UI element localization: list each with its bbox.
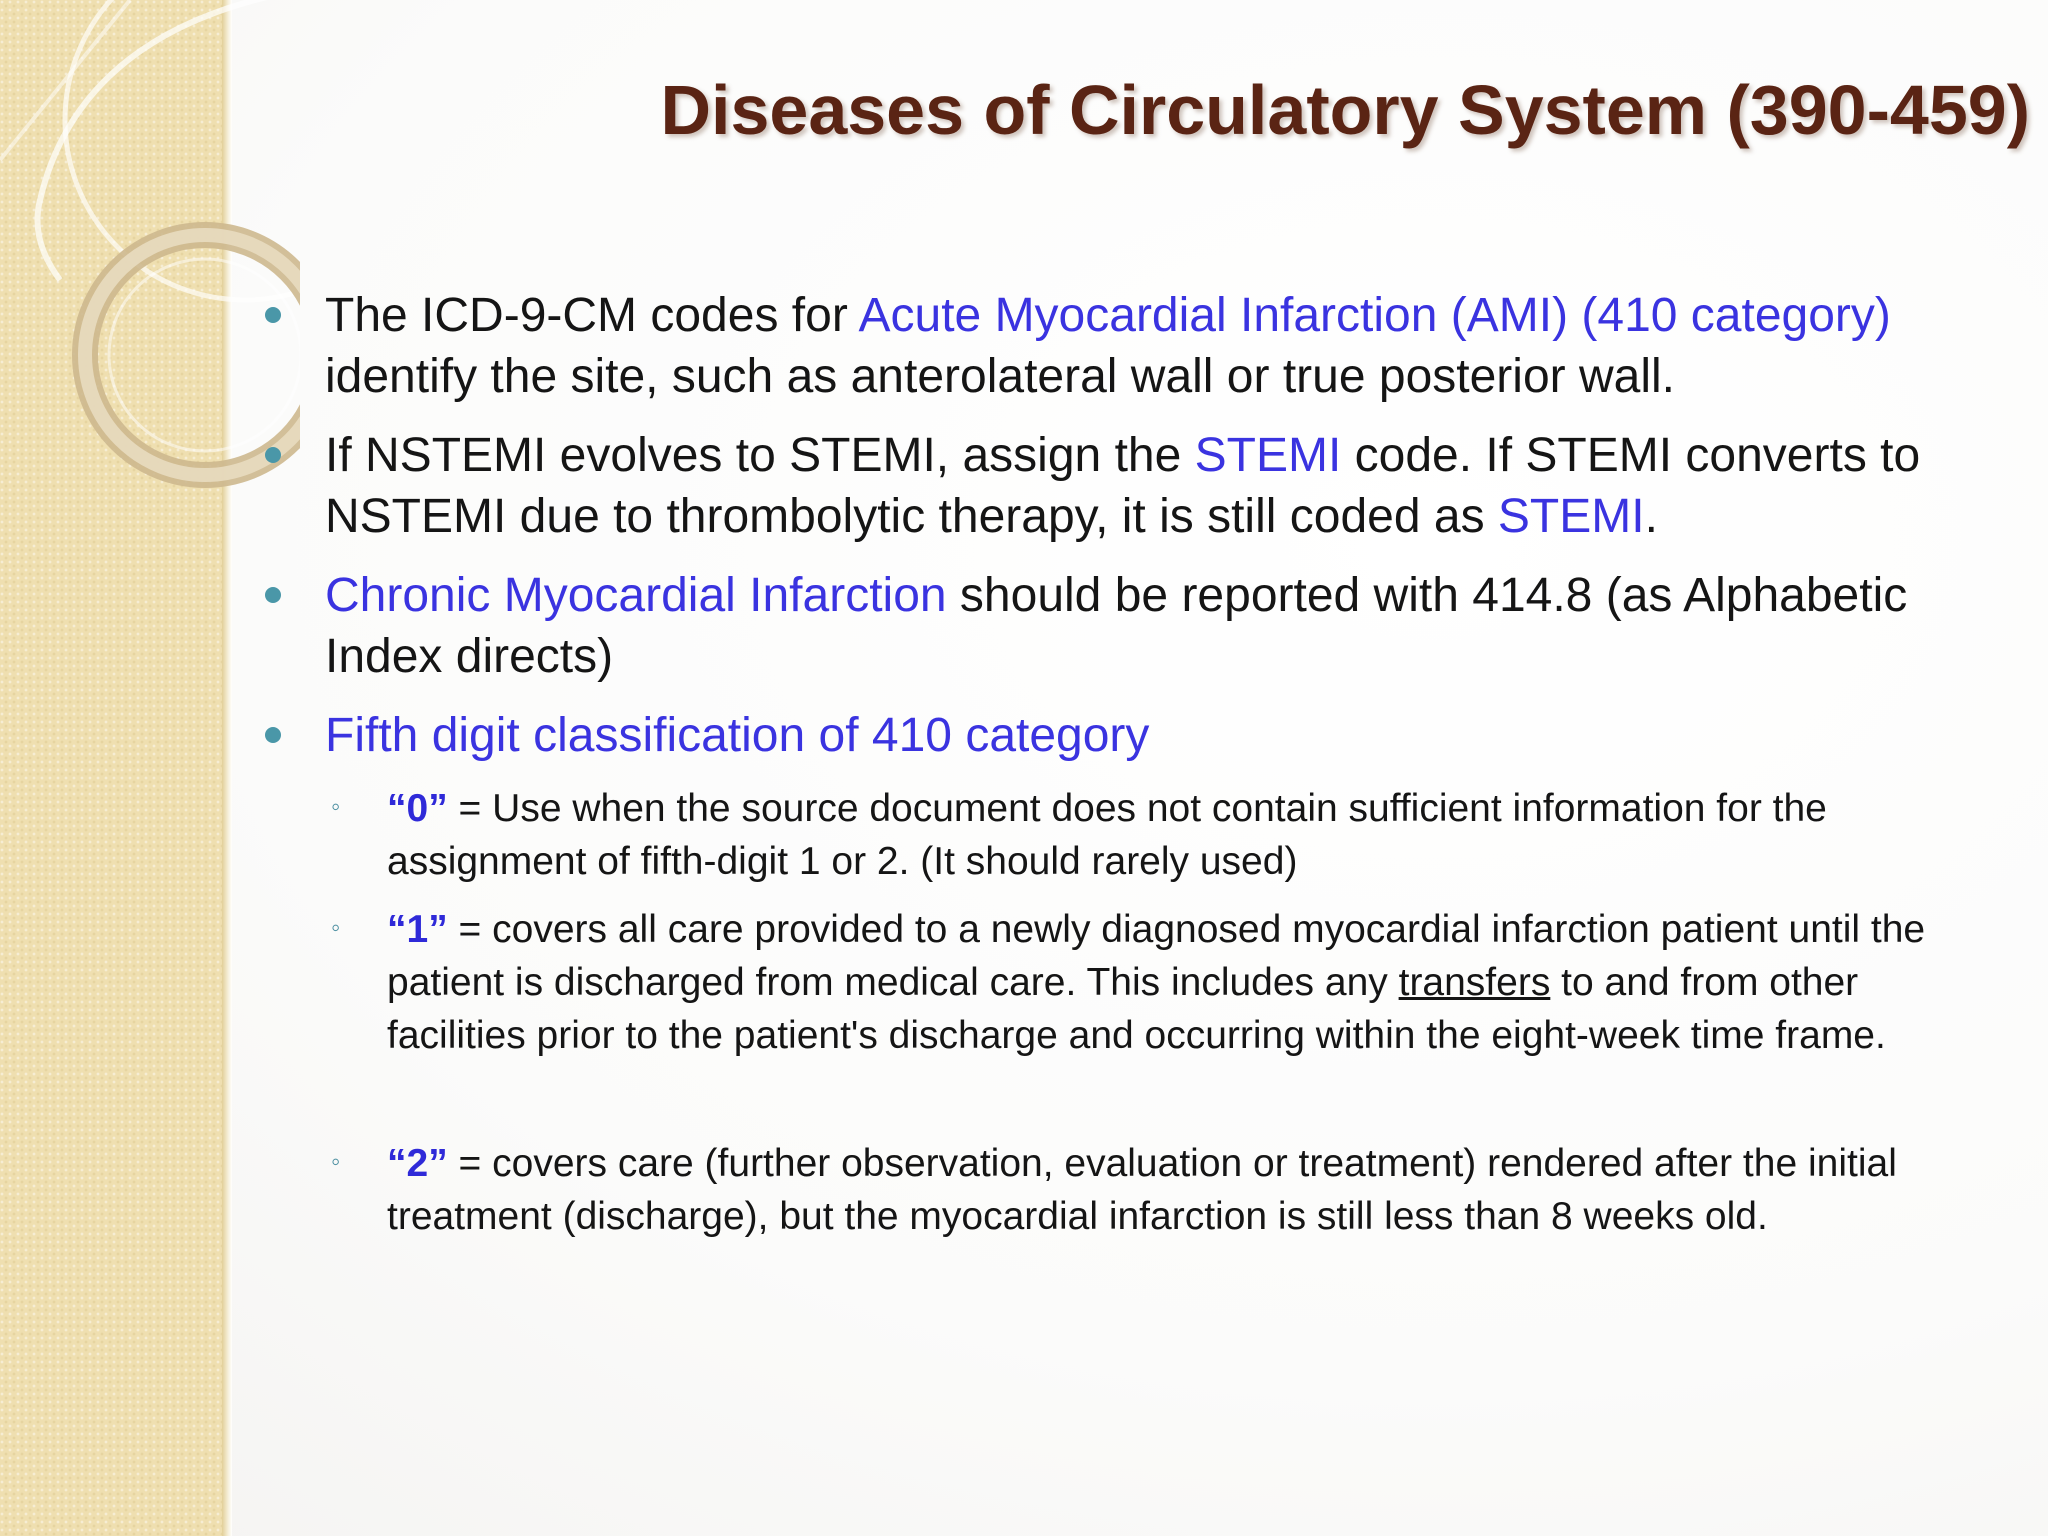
bullet-dot-icon [265, 727, 281, 743]
bullet-text: . [1644, 490, 1658, 543]
bullet-ami-site [325, 285, 2015, 407]
digit-code: “0” [387, 787, 448, 830]
sub-bullet-digit-1 [331, 903, 2002, 1062]
sub-bullet-circle-icon: ◦ [331, 912, 341, 942]
bullet-fifth-digit [325, 705, 2025, 766]
digit-code: “2” [387, 1142, 448, 1185]
bullet-text: If NSTEMI evolves to STEMI, assign the [325, 429, 1195, 482]
bullet-text: should be reported with 414.8 (as Alphabetic Index directs) [325, 569, 1908, 683]
bullet-text: The ICD-9-CM codes for [325, 289, 859, 342]
bullet-text: code. If STEMI converts to NSTEMI due to thrombolytic therapy, it is still coded as [325, 429, 1921, 543]
bullet-chronic-mi [325, 565, 2025, 687]
decorative-rings-graphic [0, 0, 300, 520]
highlight-ami-term: Acute Myocardial Infarction (AMI) (410 category) [858, 289, 1891, 342]
sub-bullet-digit-2 [331, 1137, 2027, 1243]
highlight-chronic-mi: Chronic Myocardial Infarction [325, 569, 947, 622]
bullet-dot-icon [265, 587, 281, 603]
underlined-transfers: transfers [1398, 961, 1551, 1004]
bullet-dot-icon [265, 307, 281, 323]
highlight-fifth-digit: Fifth digit classification of 410 category [325, 709, 1150, 762]
bullet-nstemi-stemi [325, 425, 2045, 547]
slide-title: Diseases of Circulatory System (390-459) [660, 71, 2030, 149]
highlight-stemi: STEMI [1194, 429, 1342, 482]
sub-bullet-text: = covers all care provided to a newly diagnosed myocardial infarction patient until the patient is discharged from medical care. This includes any [387, 908, 1926, 1004]
bullet-text: identify the site, such as anterolateral wall or true posterior wall. [325, 350, 1675, 403]
sub-bullet-circle-icon: ◦ [331, 1146, 341, 1176]
sub-bullet-text: = covers care (further observation, evaluation or treatment) rendered after the initial treatment (discharge), but the myocardial infarction is still less than 8 weeks old. [387, 1142, 1897, 1238]
sub-bullet-text: = Use when the source document does not contain sufficient information for the assignment of fifth-digit 1 or 2. (It should rarely used) [387, 787, 1827, 883]
digit-code: “1” [387, 908, 448, 951]
bullet-dot-icon [265, 447, 281, 463]
highlight-stemi: STEMI [1497, 490, 1645, 543]
sub-bullet-circle-icon: ◦ [331, 791, 341, 821]
sub-bullet-text: to and from other facilities prior to the patient's discharge and occurring within the eight-week time frame. [387, 961, 1886, 1057]
sub-bullet-digit-0 [331, 782, 2007, 888]
